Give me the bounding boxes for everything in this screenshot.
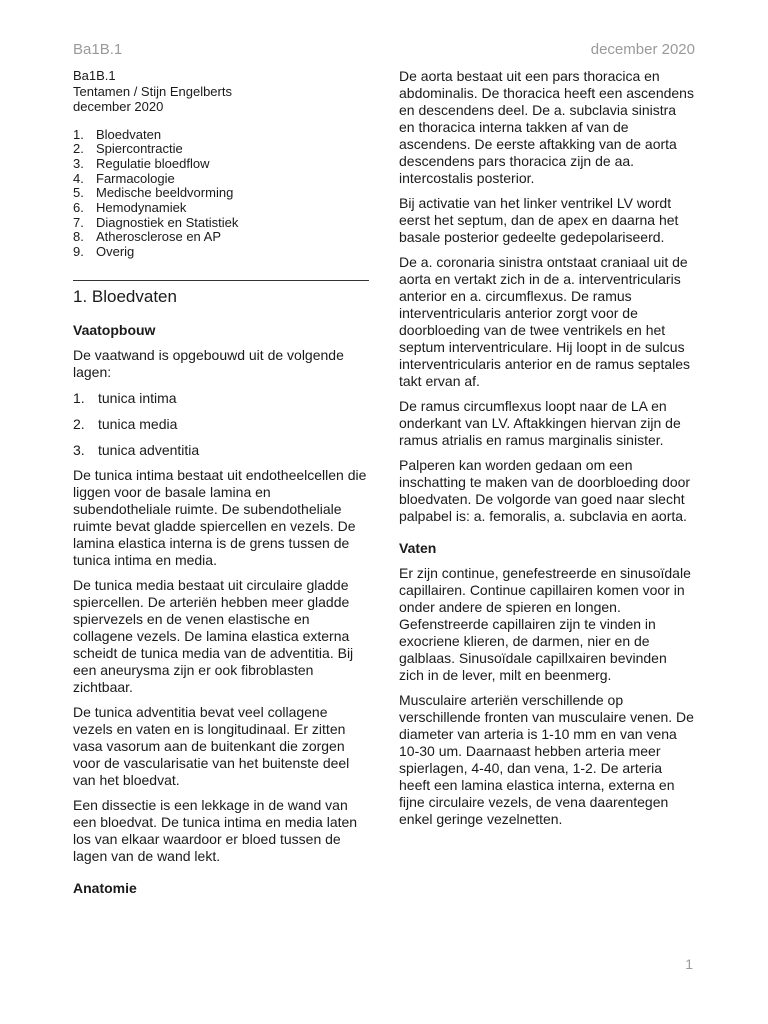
meta-date: december 2020 <box>73 99 164 114</box>
list-item: 3. tunica adventitia <box>73 441 200 458</box>
meta-course: Ba1B.1 <box>73 68 116 83</box>
paragraph-circumflexus: De ramus circumflexus loopt naar de LA en onderkant van LV. Aftakkingen hiervan zijn de ramus atrialis en ramus marginalis sinister. <box>399 398 681 448</box>
toc-item: 9. Overig <box>73 244 135 260</box>
paragraph-intima: De tunica intima bestaat uit endotheelcellen die liggen voor de basale lamina en subendotheliale ruimte. De subendotheliale ruimte bevat gladde spiercellen en vezels. De lamina elastica interna is de grens tussen de tunica intima en media. <box>73 466 367 568</box>
paragraph-dissectie: Een dissectie is een lekkage in de wand van een bloedvat. De tunica intima en media laten los van elkaar waardoor er bloed tussen de lagen van de wand lekt. <box>73 796 358 864</box>
right-column <box>399 68 695 828</box>
paragraph-capillairen: Er zijn continue, genefestreerde en sinusoïdale capillairen. Continue capillairen komen voor in onder andere de spieren en longen. Gefenstreerde capillairen zijn te vinden in exocriene klieren, de darmen, nier en de galblaas. Sinusoïdale capillxairen bevinden zich in de lever, milt en beenmerg. <box>399 565 691 683</box>
toc-item: 6. Hemodynamiek <box>73 200 187 216</box>
paragraph-aorta: De aorta bestaat uit een pars thoracica en abdominalis. De thoracica heeft een ascendens en descendens deel. De a. subclavia sinistra en thoracica interna takken af van de ascendens. De eerste aftakking van de aorta descendens pars thoracica zijn de aa. intercostalis posterior. <box>399 68 694 186</box>
subheading-vaten: Vaten <box>399 540 437 556</box>
header-course: Ba1B.1 <box>73 41 123 58</box>
meta-author: Tentamen / Stijn Engelberts <box>73 83 232 99</box>
header-date: december 2020 <box>590 41 695 58</box>
toc-item: 3. Regulatie bloedflow <box>73 155 210 171</box>
paragraph-palperen: Palperen kan worden gedaan om een inschatting te maken van de doorbloeding door bloedvaten. De volgorde van goed naar slecht palpabel is: a. femoralis, a. subclavia en aorta. <box>399 457 691 524</box>
paragraph-intro: De vaatwand is opgebouwd uit de volgende lagen: <box>73 346 344 380</box>
toc-item: 2. Spiercontractie <box>73 141 183 157</box>
list-item: 1. tunica intima <box>73 389 177 406</box>
paragraph-adventitia: De tunica adventitia bevat veel collagene vezels en vaten en is longitudinaal. Er zitten vasa vasorum aan de buitenkant die zorgen voor de vascularisatie van het buitenste deel van het bloedvat. <box>73 703 350 788</box>
list-item: 2. tunica media <box>73 415 178 432</box>
toc-item: 7. Diagnostiek en Statistiek <box>73 214 239 230</box>
toc-item: 1. Bloedvaten <box>73 126 162 142</box>
running-header <box>73 41 695 58</box>
table-of-contents <box>73 128 369 260</box>
toc-item: 4. Farmacologie <box>73 170 175 186</box>
document-meta <box>73 68 369 115</box>
paragraph-coronaria: De a. coronaria sinistra ontstaat craniaal uit de aorta en vertakt zich in de a. interventricularis anterior en a. circumflexus. De ramus interventricularis anterior zorgt voor de doorbloeding van de twee ventrikels en het septum interventriculare. Hij loopt in de sulcus interventricularis anterior en de ramus septales takt ervan af. <box>399 254 691 389</box>
toc-item: 5. Medische beeldvorming <box>73 185 234 201</box>
section-divider <box>73 280 369 281</box>
left-column <box>73 68 369 897</box>
section-title: 1. Bloedvaten <box>73 286 177 306</box>
page-number: 1 <box>685 956 693 972</box>
subheading-anatomie: Anatomie <box>73 879 137 896</box>
paragraph-activatie: Bij activatie van het linker ventrikel LV wordt eerst het septum, dan de apex en daarna het basale posterior gedeelte gedepolariseerd. <box>399 195 679 245</box>
paragraph-arterien: Musculaire arteriën verschillende op verschillende fronten van musculaire venen. De diameter van arteria is 1-10 mm en van vena 10-30 um. Daarnaast hebben arteria meer spierlagen, 4-40, dan vena, 1-2. De arteria heeft een lamina elastica interna, externa en fijne circulaire vezels, de vena daarentegen enkel geringe vezelnetten. <box>399 692 694 827</box>
toc-item: 8. Atherosclerose en AP <box>73 229 222 245</box>
paragraph-media: De tunica media bestaat uit circulaire gladde spiercellen. De arteriën hebben meer gladde spiervezels en de venen elastische en collagene vezels. De lamina elastica externa scheidt de tunica media van de adventitia. Bij een aneurysma zijn er ook fibroblasten zichtbaar. <box>73 576 354 695</box>
subheading-vaatopbouw: Vaatopbouw <box>73 321 156 338</box>
